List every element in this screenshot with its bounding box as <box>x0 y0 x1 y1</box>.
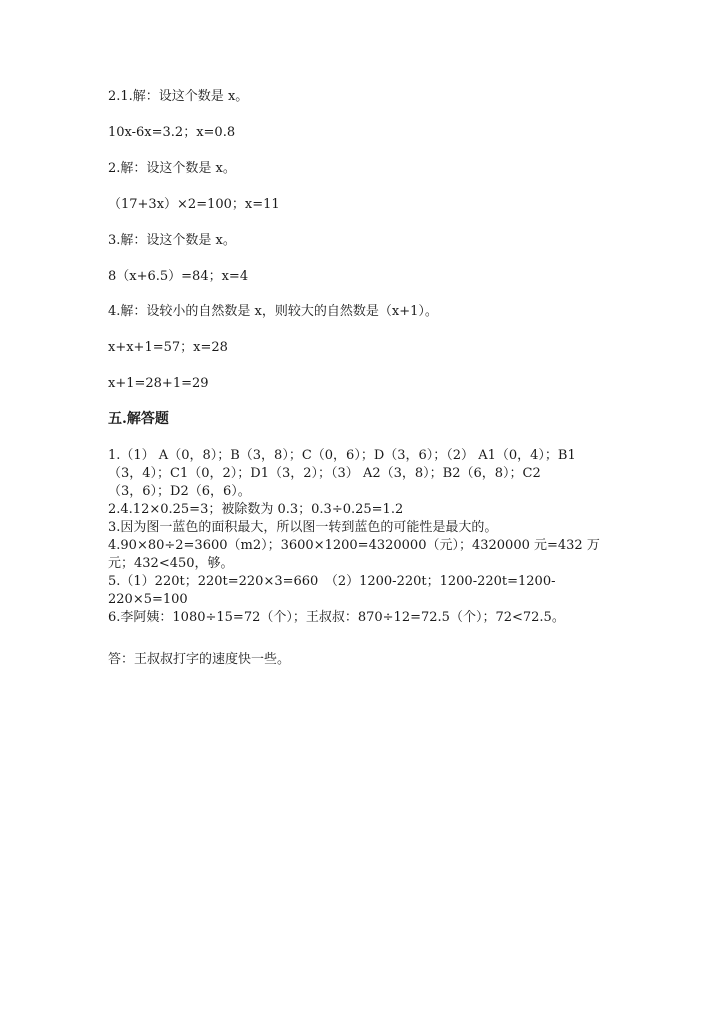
solution-2-3-setup: 3.解：设这个数是 x。 <box>108 233 236 248</box>
answer-4-line-2: 元；432<450，够。 <box>108 556 234 571</box>
answer-5-line-1: 5.（1）220t；220t=220×3=660 （2）1200-220t；1200-220t=1200- <box>108 574 556 589</box>
answer-1-line-2: （3，4）；C1（0，2）；D1（3，2）；（3） A2（3，8）；B2（6，8）；C2 <box>108 466 541 481</box>
final-answer: 答：王叔叔打字的速度快一些。 <box>108 652 291 667</box>
answer-6: 6.李阿姨：1080÷15=72（个）；王叔叔：870÷12=72.5（个）；72<72.5。 <box>108 610 565 625</box>
solution-2-2-equation: （17+3x）×2=100；x=11 <box>108 197 280 212</box>
solution-2-1-equation: 10x-6x=3.2；x=0.8 <box>108 125 236 140</box>
answer-4-line-1: 4.90×80÷2=3600（m2）；3600×1200=4320000（元）；4320000 元=432 万 <box>108 538 600 553</box>
solution-2-3-equation: 8（x+6.5）=84；x=4 <box>108 269 249 284</box>
answer-1-line-1: 1.（1） A（0，8）；B（3，8）；C（0，6）；D（3，6）；（2） A1（0，4）；B1 <box>108 448 576 463</box>
answer-2: 2.4.12×0.25=3；被除数为 0.3；0.3÷0.25=1.2 <box>108 502 404 517</box>
solution-2-1-setup: 2.1.解：设这个数是 x。 <box>108 89 249 104</box>
answer-5-line-2: 220×5=100 <box>108 592 188 607</box>
solution-2-4-result: x+1=28+1=29 <box>108 376 209 391</box>
solution-2-4-setup: 4.解：设较小的自然数是 x，则较大的自然数是（x+1）。 <box>108 304 438 319</box>
section-5-title: 五.解答题 <box>108 411 169 427</box>
answer-1-line-3: （3，6）；D2（6，6）。 <box>108 484 251 499</box>
answer-3: 3.因为图一蓝色的面积最大，所以图一转到蓝色的可能性是最大的。 <box>108 520 498 535</box>
solution-2-4-equation: x+x+1=57；x=28 <box>108 340 228 355</box>
solution-2-2-setup: 2.解：设这个数是 x。 <box>108 161 236 176</box>
section-5-answers <box>108 447 613 627</box>
